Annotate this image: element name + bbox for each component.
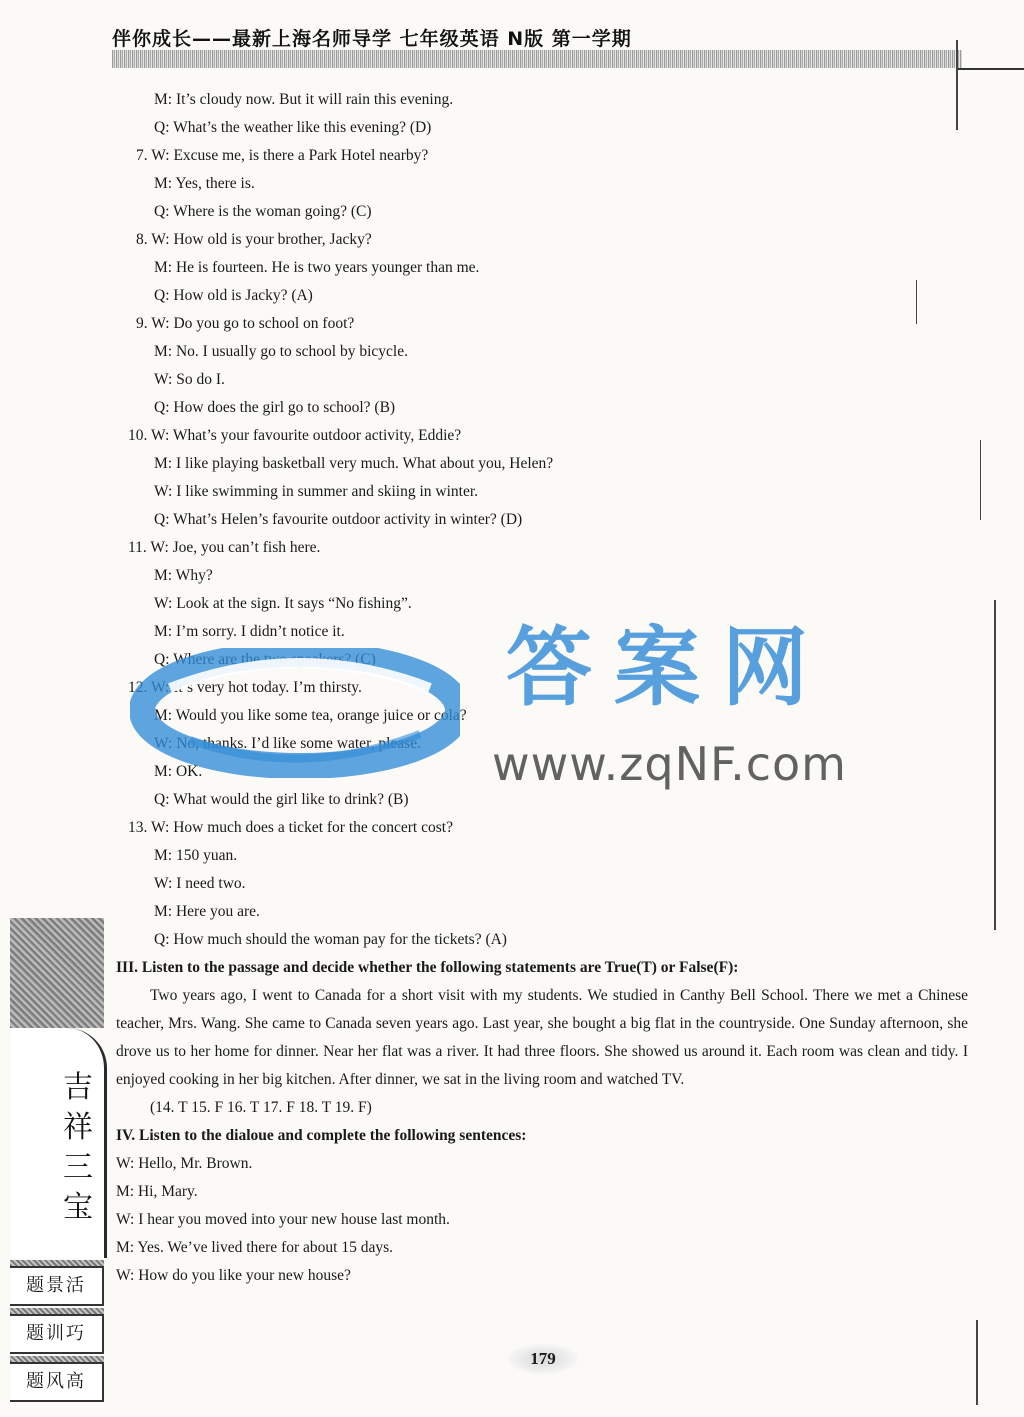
dialogue-line: Q: How does the girl go to school? (B): [154, 399, 396, 416]
dialogue-line: Q: What’s the weather like this evening? (D): [154, 119, 432, 136]
dialogue-line: W: Look at the sign. It says “No fishing”.: [154, 595, 412, 612]
dialogue-line: Q: Where is the woman going? (C): [154, 203, 372, 220]
section-4-heading: IV. Listen to the dialoue and complete the following sentences:: [116, 1127, 527, 1144]
dialogue-line: 8. W: How old is your brother, Jacky?: [136, 231, 372, 248]
watermark-url: www.zqNF.com: [492, 737, 847, 791]
dialogue-line: M: I like playing basketball very much. What about you, Helen?: [154, 455, 554, 472]
sidebar-texture: [10, 918, 104, 1028]
scan-edge-line: [956, 40, 958, 130]
section-4-line: M: Yes. We’ve lived there for about 15 days.: [116, 1239, 393, 1256]
dialogue-line: M: Here you are.: [154, 903, 260, 920]
sidebar-tab: 题风高: [10, 1362, 104, 1402]
dialogue-line: M: No. I usually go to school by bicycle.: [154, 343, 408, 360]
header-rule: [957, 68, 1024, 70]
left-sidebar: [10, 918, 104, 1392]
main-content: [116, 86, 976, 1290]
dialogue-line: M: Yes, there is.: [154, 175, 255, 192]
dialogue-line: M: I’m sorry. I didn’t notice it.: [154, 623, 345, 640]
dialogue-line: 9. W: Do you go to school on foot?: [136, 315, 355, 332]
dialogue-line: 7. W: Excuse me, is there a Park Hotel nearby?: [136, 147, 429, 164]
sidebar-tab: 题训巧: [10, 1314, 104, 1354]
dialogue-line: M: It’s cloudy now. But it will rain this evening.: [154, 91, 454, 108]
dialogue-line: M: OK.: [154, 763, 203, 780]
section-4-line: M: Hi, Mary.: [116, 1183, 198, 1200]
scan-edge-line: [994, 600, 996, 930]
page-number: 179: [508, 1344, 578, 1374]
scan-edge-line: [976, 1320, 978, 1405]
sidebar-title-char: 祥: [63, 1110, 93, 1145]
section-4-line: W: Hello, Mr. Brown.: [116, 1155, 253, 1172]
dialogue-line: Q: How much should the woman pay for the tickets? (A): [154, 931, 507, 948]
sidebar-tab: 题景活: [10, 1266, 104, 1306]
header-decorative-band: [112, 50, 962, 68]
dialogue-line: 10. W: What’s your favourite outdoor activity, Eddie?: [128, 427, 462, 444]
dialogue-line: 13. W: How much does a ticket for the concert cost?: [128, 819, 453, 836]
sidebar-title-char: 吉: [63, 1070, 93, 1105]
section-3-heading: III. Listen to the passage and decide whether the following statements are True(T) or False(F):: [116, 959, 739, 976]
dialogue-line: Q: How old is Jacky? (A): [154, 287, 313, 304]
dialogue-line: M: He is fourteen. He is two years younger than me.: [154, 259, 480, 276]
dialogue-line: 11. W: Joe, you can’t fish here.: [128, 539, 321, 556]
dialogue-line: M: Why?: [154, 567, 213, 584]
dialogue-line: 12. W: It’s very hot today. I’m thirsty.: [128, 679, 362, 696]
scan-edge-line: [916, 280, 917, 324]
dialogue-line: M: 150 yuan.: [154, 847, 238, 864]
dialogue-line: Q: What would the girl like to drink? (B): [154, 791, 409, 808]
page-header: [112, 22, 972, 74]
dialogue-line: M: Would you like some tea, orange juice or cola?: [154, 707, 467, 724]
sidebar-title-char: 宝: [63, 1190, 93, 1225]
sidebar-title-char: 三: [63, 1150, 93, 1185]
section-3-passage: Two years ago, I went to Canada for a short visit with my students. We studied in Canthy Bell School. There we met a Chinese teacher, Mrs. Wang. She came to Canada seven years ago. Last year, she bought a big flat in the countryside. One Sunday afternoon, she drove us to her home for dinner. Near her flat was a river. It had three floors. She showed us around it. Each room was clean and tidy. I enjoyed cooking in her big kitchen. After dinner, we sat in the living room and watched TV.: [116, 987, 968, 1088]
dialogue-line: W: I need two.: [154, 875, 246, 892]
section-4-line: W: How do you like your new house?: [116, 1267, 351, 1284]
dialogue-line: Q: Where are the two speakers? (C): [154, 651, 376, 668]
scan-edge-line: [980, 440, 981, 520]
section-4-line: W: I hear you moved into your new house last month.: [116, 1211, 450, 1228]
watermark-title: 答案网: [506, 618, 830, 718]
dialogue-list: [116, 86, 976, 954]
dialogue-line: Q: What’s Helen’s favourite outdoor activity in winter? (D): [154, 511, 523, 528]
dialogue-line: W: No, thanks. I’d like some water, please.: [154, 735, 421, 752]
header-title: 伴你成长——最新上海名师导学 七年级英语 N版 第一学期: [112, 28, 632, 50]
section-3-answers: (14. T 15. F 16. T 17. F 18. T 19. F): [150, 1099, 372, 1116]
dialogue-line: W: So do I.: [154, 371, 225, 388]
sidebar-vertical-title: [58, 1068, 98, 1228]
sidebar-tabs: [10, 1266, 104, 1410]
section-4-dialogue: [116, 1150, 976, 1290]
dialogue-line: W: I like swimming in summer and skiing in winter.: [154, 483, 479, 500]
